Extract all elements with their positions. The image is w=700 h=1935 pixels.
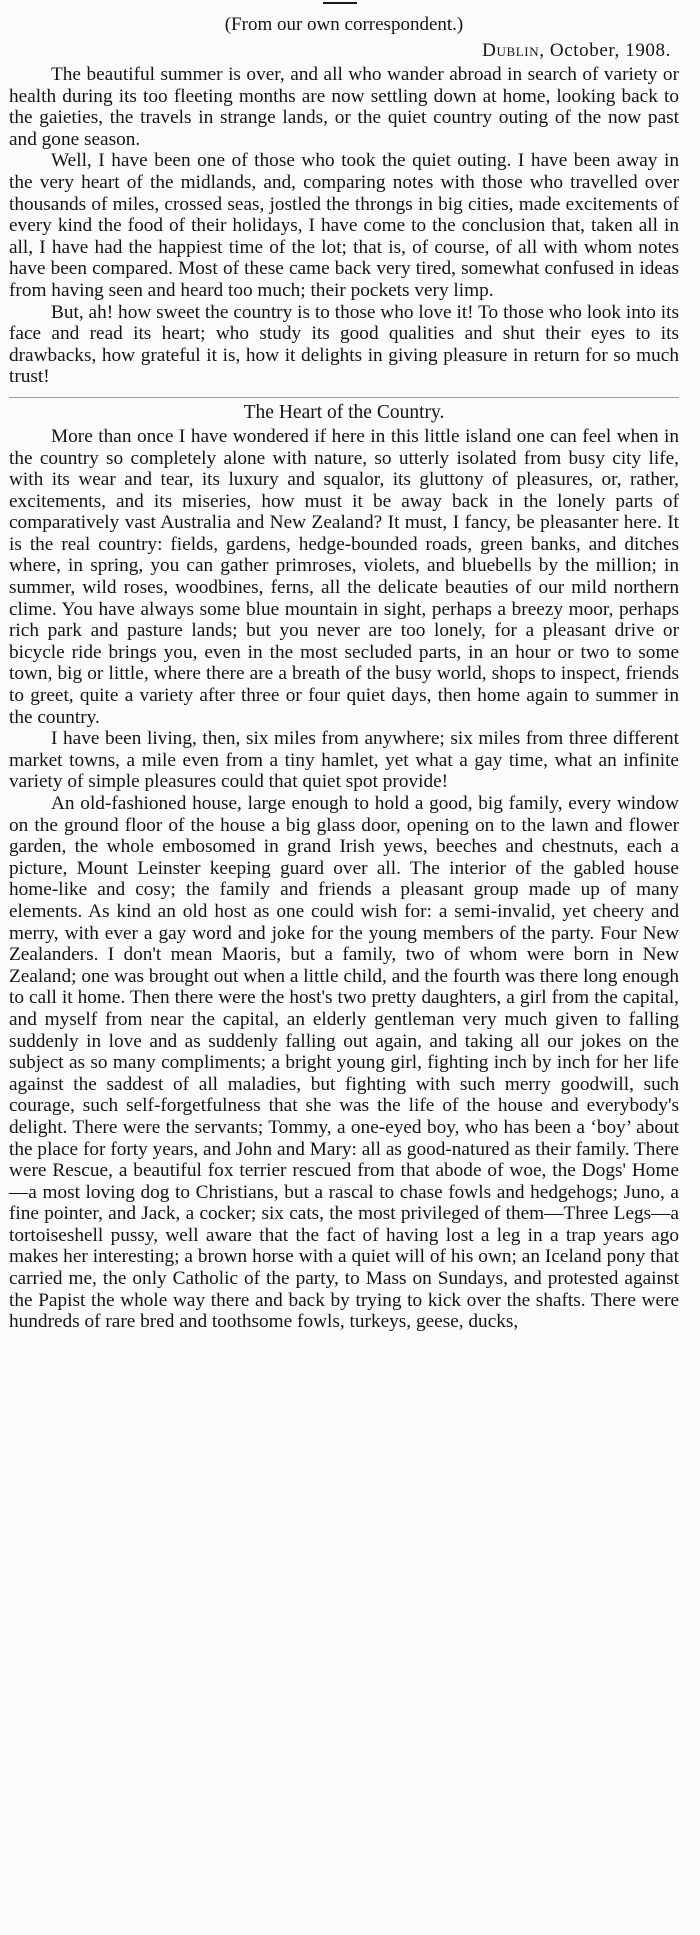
section-gap: [9, 388, 679, 397]
paragraph-six-miles: I have been living, then, six miles from anywhere; six miles from three different market towns, a mile even from a tiny hamlet, yet what a gay time, what an infinite variety of simple pleasures could that quiet spot provide!: [9, 728, 679, 793]
paragraph-quiet-outing: Well, I have been one of those who took the quiet outing. I have been away in the very heart of the midlands, and, comparing notes with those who travelled over thousands of miles, crossed seas, jostled the throngs in big cities, made excitements of every kind the food of their holidays, I have come to the conclusion that, taken all in all, I have had the happiest time of the lot; that is, of course, of all with whom notes have been compared. Most of these came back very tired, somewhat confused in ideas from having seen and heard too much; their pockets very limp.: [9, 150, 679, 301]
dateline-date: , October, 1908.: [539, 40, 671, 61]
dateline-place: Dublin: [482, 40, 540, 61]
byline: (From our own correspondent.): [224, 14, 464, 35]
paragraph-intro: The beautiful summer is over, and all who wander abroad in search of variety or health during its too fleeting months are now settling down at home, looking back to the gaieties, the travels in strange lands, or the quiet country outing of the now past and gone season.: [9, 64, 679, 150]
paragraph-sweet-country: But, ah! how sweet the country is to those who love it! To those who look into its face and read its heart; who study its good qualities and shut their eyes to its drawbacks, how grateful it is, how it delights in giving pleasure in return for so much trust!: [9, 301, 679, 388]
dateline: [9, 38, 679, 64]
paragraph-old-house: An old-fashioned house, large enough to hold a good, big family, every window on the ground floor of the house a big glass door, opening on to the lawn and flower garden, the whole embosomed in grand Irish yews, beeches and chestnuts, each a picture, Mount Leinster keeping guard over all. The interior of the gabled house home-like and cosy; the family and friends a pleasant group made up of many elements. As kind an old host as one could wish for: a semi-invalid, yet cheery and merry, with ever a gay word and joke for the young members of the party. Four New Zealanders. I don't mean Maoris, but a family, two of whom were born in New Zealand; one was brought out when a little child, and the fourth was there long enough to call it home. Then there were the host's two pretty daughters, a girl from the capital, and myself from near the capital, an elderly gentleman very much given to falling suddenly in love and as suddenly falling out again, and taking all our jokes on the subject as so many compliments; a bright young girl, fighting inch by inch for her life against the saddest of all maladies, but fighting with such merry goodwill, such courage, such self-forgetfulness that she was the life of the house and everybody's delight. There were the servants; Tommy, a one-eyed boy, who has been a ‘boy’ about the place for forty years, and John and Mary: all as good-natured as their family. There were Rescue, a beautiful fox terrier rescued from that abode of woe, the Dogs' Home—a most loving dog to Christians, but a rascal to chase fowls and hedgehogs; Juno, a fine pointer, and Jack, a cocker; six cats, the most privileged of them—Three Legs—a tortoiseshell pussy, well aware that the fact of having lost a leg in a trap years ago makes her interesting; a brown horse with a quiet will of his own; an Iceland pony that carried me, the only Catholic of the party, to Mass on Sundays, and protested against the Papist the whole way there and back by trying to kick over the shafts. There were hundreds of rare bred and toothsome fowls, turkeys, geese, ducks,: [9, 793, 679, 1333]
paragraph-heart-of-country: More than once I have wondered if here in this little island one can feel when in the country so completely alone with nature, so utterly isolated from busy city life, with its wear and tear, its luxury and squalor, its gluttony of pleasures, or, rather, excitements, and its miseries, how must it be away back in the lonely parts of comparatively vast Australia and New Zealand? It must, I fancy, be pleasanter here. It is the real country: fields, gardens, hedge-bounded roads, green banks, and ditches where, in spring, you can gather primroses, violets, and bluebells by the million; in summer, wild roses, woodbines, ferns, all the delicate beauties of our mild northern clime. You have always some blue mountain in sight, perhaps a breezy moor, perhaps rich park and pasture lands; but you never are too lonely, for a pleasant drive or bicycle ride brings you, even in the most secluded parts, in an hour or two to some town, big or little, where there are a breath of the busy world, shops to inspect, friends to greet, quite a variety after three or four quiet days, then home again to summer in the country.: [9, 425, 679, 728]
article-column: [9, 0, 679, 1333]
section-heading: The Heart of the Country.: [243, 401, 445, 423]
